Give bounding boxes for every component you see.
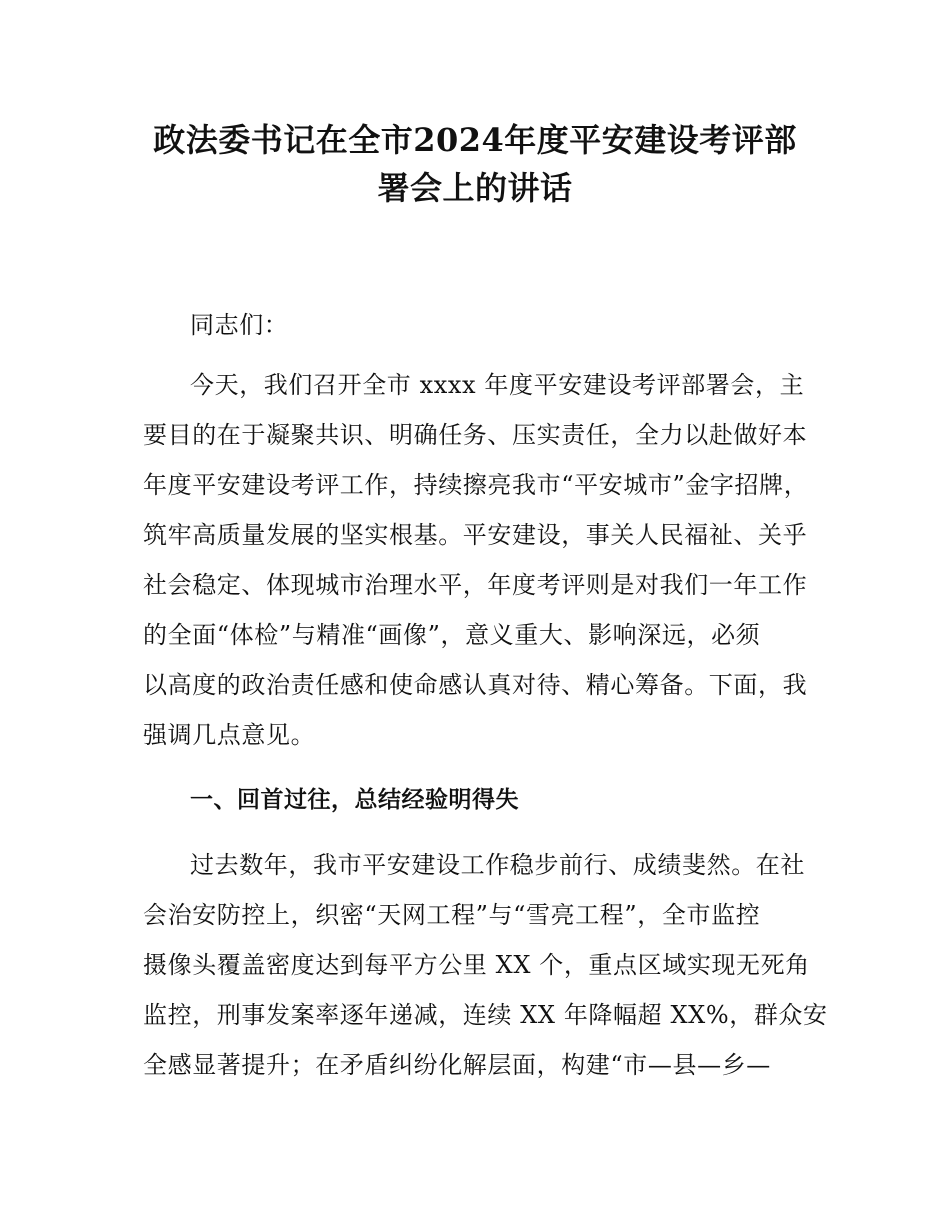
paragraph-line: 监控，刑事发案率逐年递减，连续 XX 年降幅超 XX%，群众安: [143, 1001, 828, 1029]
paragraph-line: 强调几点意见。: [143, 721, 316, 749]
salutation: 同志们：: [190, 311, 289, 339]
paragraph-line: 会治安防控上，织密“天网工程”与“雪亮工程”，全市监控: [143, 901, 761, 929]
paragraph-line: 过去数年，我市平安建设工作稳步前行、成绩斐然。在社: [190, 851, 805, 879]
paragraph-line: 年度平安建设考评工作，持续擦亮我市“平安城市”金字招牌，: [143, 471, 809, 499]
paragraph-line: 今天，我们召开全市 xxxx 年度平安建设考评部署会，主: [190, 371, 805, 399]
paragraph-line: 全感显著提升；在矛盾纠纷化解层面，构建“市—县—乡—: [143, 1051, 771, 1079]
section-heading: 一、回首过往，总结经验明得失: [190, 787, 519, 813]
document-title-line-1: 政法委书记在全市2024年度平安建设考评部: [153, 121, 797, 159]
paragraph-line: 要目的在于凝聚共识、明确任务、压实责任，全力以赴做好本: [143, 421, 808, 449]
paragraph-line: 社会稳定、体现城市治理水平，年度考评则是对我们一年工作: [143, 571, 808, 599]
paragraph-line: 摄像头覆盖密度达到每平方公里 XX 个，重点区域实现无死角: [143, 951, 810, 979]
paragraph-line: 以高度的政治责任感和使命感认真对待、精心筹备。下面，我: [143, 671, 808, 699]
document-title-line-2: 署会上的讲话: [377, 169, 573, 207]
paragraph-line: 筑牢高质量发展的坚实根基。平安建设，事关人民福祉、关乎: [143, 521, 808, 549]
paragraph-line: 的全面“体检”与精准“画像”，意义重大、影响深远，必须: [143, 621, 761, 649]
